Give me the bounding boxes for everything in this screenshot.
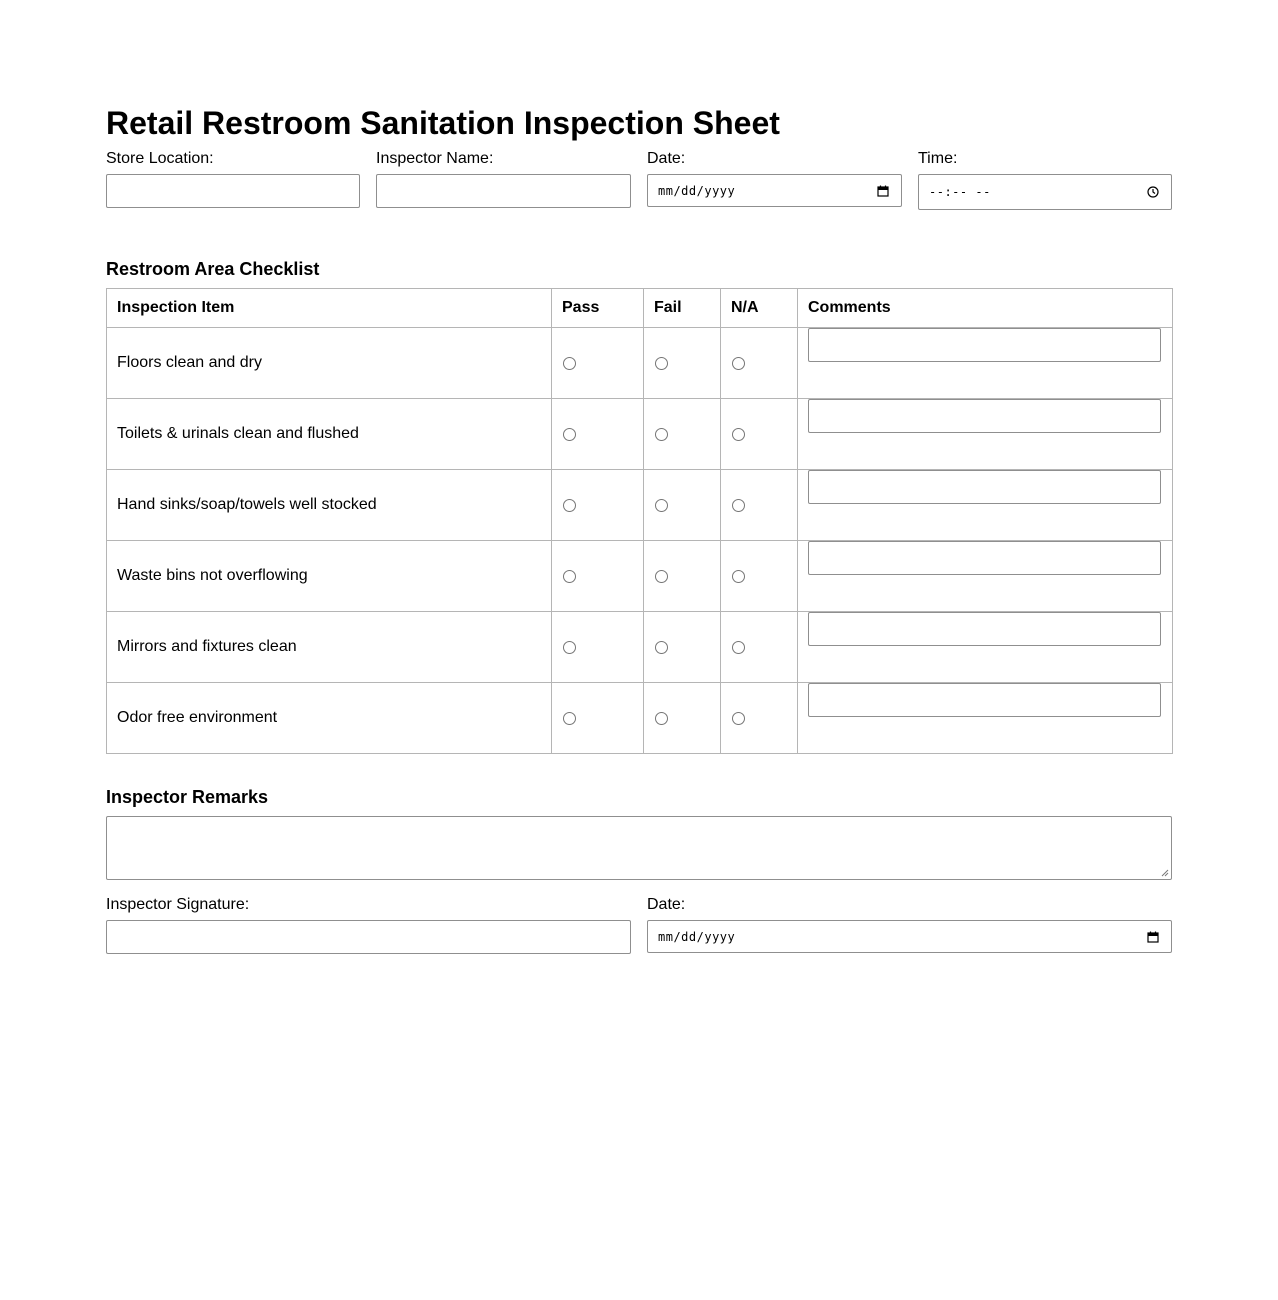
clock-icon[interactable]: [1147, 186, 1159, 198]
comment-input[interactable]: [808, 470, 1161, 504]
pass-radio[interactable]: [563, 357, 576, 370]
inspection-item-label: Floors clean and dry: [107, 328, 552, 399]
fail-radio[interactable]: [655, 712, 668, 725]
signoff-date-label: Date:: [647, 896, 686, 913]
calendar-icon[interactable]: [1147, 931, 1159, 943]
comment-input[interactable]: [808, 683, 1161, 717]
signature-input[interactable]: [106, 920, 631, 954]
table-row: [107, 612, 1173, 683]
column-header-pass: Pass: [552, 289, 644, 328]
checklist-table: [106, 288, 1173, 754]
column-header-inspection-item: Inspection Item: [107, 289, 552, 328]
checklist-header-row: [107, 289, 1173, 328]
inspector-name-input[interactable]: [376, 174, 631, 208]
fail-radio[interactable]: [655, 499, 668, 512]
fail-radio[interactable]: [655, 641, 668, 654]
pass-radio[interactable]: [563, 499, 576, 512]
date-label: Date:: [647, 150, 686, 167]
pass-radio[interactable]: [563, 641, 576, 654]
date-placeholder: mm/dd/yyyy: [658, 183, 736, 198]
comment-input[interactable]: [808, 612, 1161, 646]
na-radio[interactable]: [732, 428, 745, 441]
page-title: Retail Restroom Sanitation Inspection Sheet: [106, 105, 780, 141]
time-input[interactable]: [918, 174, 1172, 210]
table-row: [107, 541, 1173, 612]
comment-input[interactable]: [808, 328, 1161, 362]
na-radio[interactable]: [732, 712, 745, 725]
table-row: [107, 683, 1173, 754]
inspector-name-label: Inspector Name:: [376, 150, 494, 167]
date-input[interactable]: [647, 174, 902, 207]
store-location-input[interactable]: [106, 174, 360, 208]
inspection-item-label: Mirrors and fixtures clean: [107, 612, 552, 683]
comment-input[interactable]: [808, 399, 1161, 433]
table-row: [107, 328, 1173, 399]
fail-radio[interactable]: [655, 428, 668, 441]
remarks-heading: Inspector Remarks: [106, 787, 269, 807]
resize-handle-icon[interactable]: [1161, 869, 1169, 877]
time-placeholder: --:-- --: [929, 185, 991, 199]
inspection-item-label: Waste bins not overflowing: [107, 541, 552, 612]
na-radio[interactable]: [732, 641, 745, 654]
pass-radio[interactable]: [563, 428, 576, 441]
na-radio[interactable]: [732, 499, 745, 512]
signature-label: Inspector Signature:: [106, 896, 250, 913]
pass-radio[interactable]: [563, 570, 576, 583]
inspection-item-label: Toilets & urinals clean and flushed: [107, 399, 552, 470]
calendar-icon[interactable]: [877, 185, 889, 197]
inspection-item-label: Hand sinks/soap/towels well stocked: [107, 470, 552, 541]
table-row: [107, 470, 1173, 541]
column-header-fail: Fail: [644, 289, 721, 328]
inspection-item-label: Odor free environment: [107, 683, 552, 754]
signoff-date-input[interactable]: [647, 920, 1172, 953]
fail-radio[interactable]: [655, 357, 668, 370]
remarks-textarea[interactable]: [106, 816, 1172, 880]
fail-radio[interactable]: [655, 570, 668, 583]
na-radio[interactable]: [732, 357, 745, 370]
signoff-date-placeholder: mm/dd/yyyy: [658, 929, 736, 944]
na-radio[interactable]: [732, 570, 745, 583]
table-row: [107, 399, 1173, 470]
column-header-comments: Comments: [798, 289, 1173, 328]
column-header-na: N/A: [721, 289, 798, 328]
pass-radio[interactable]: [563, 712, 576, 725]
time-label: Time:: [918, 150, 958, 167]
checklist-heading: Restroom Area Checklist: [106, 259, 320, 279]
comment-input[interactable]: [808, 541, 1161, 575]
store-location-label: Store Location:: [106, 150, 214, 167]
